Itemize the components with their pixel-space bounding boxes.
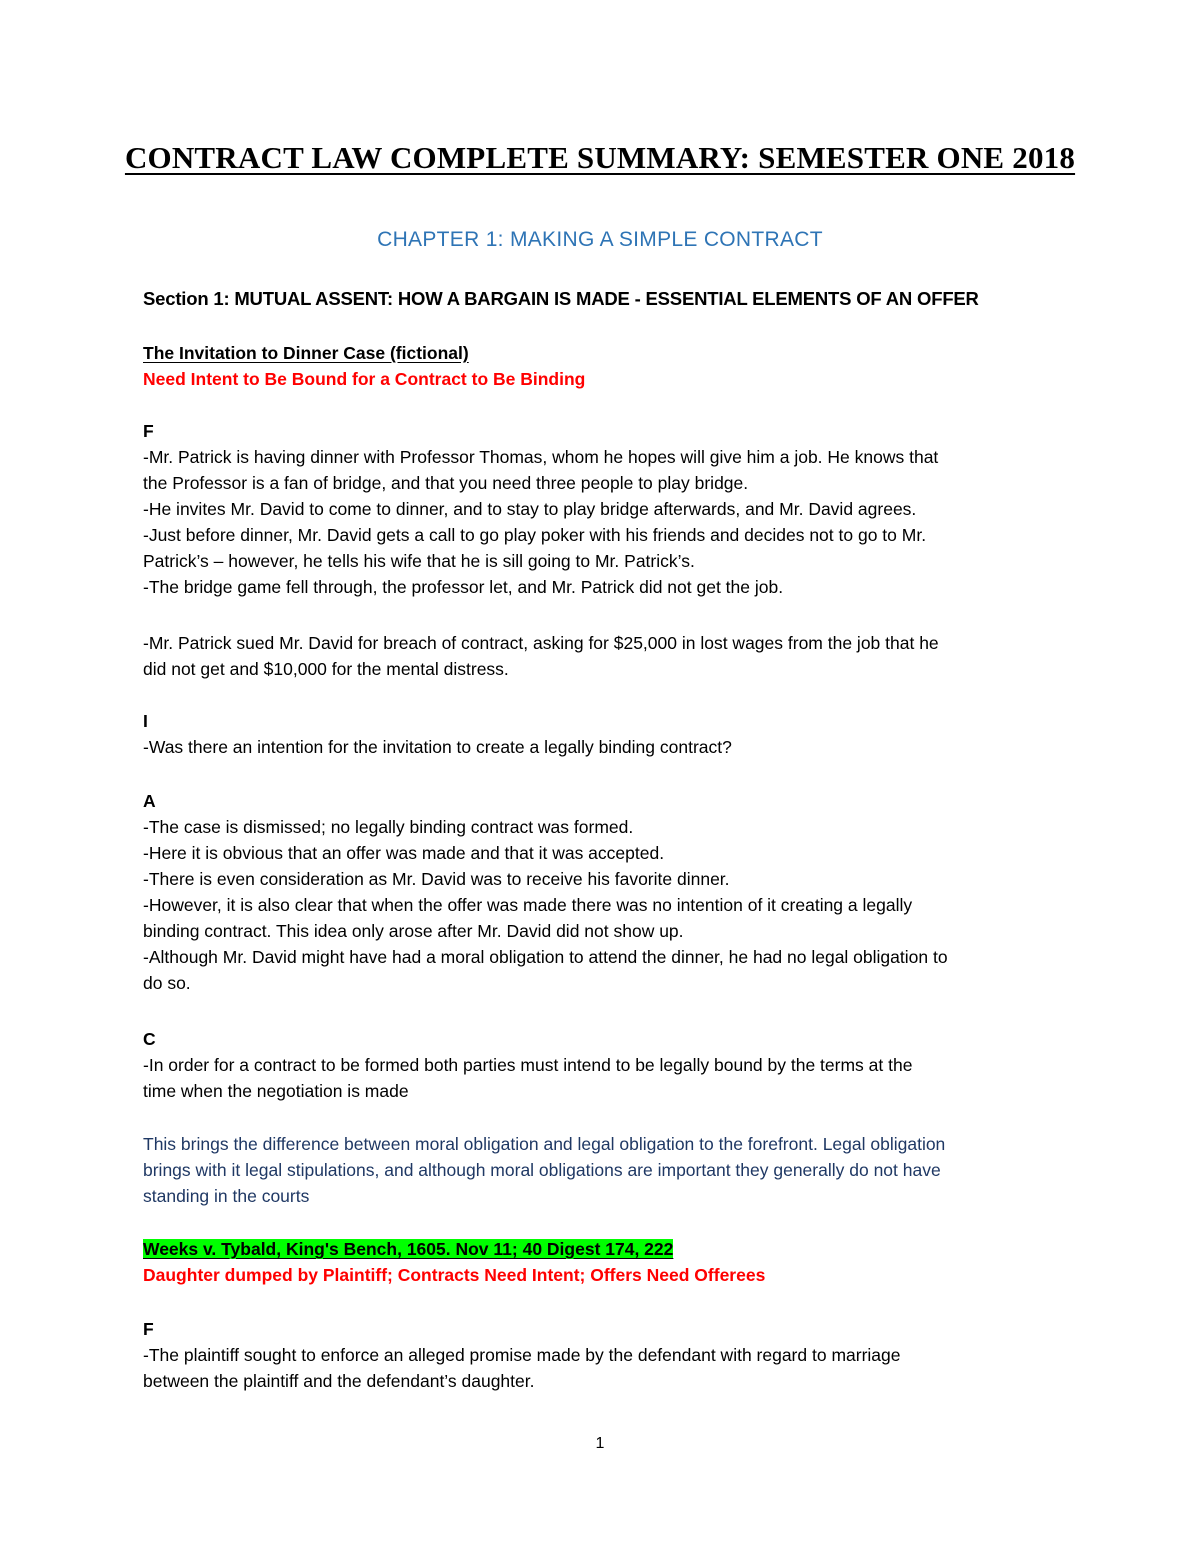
conclusion-line: -In order for a contract to be formed both parties must intend to be legally bound by the terms at the	[143, 1055, 913, 1075]
analysis-line: -The case is dismissed; no legally binding contract was formed.	[143, 817, 634, 837]
facts-line: did not get and $10,000 for the mental distress.	[143, 659, 509, 679]
analysis-line: do so.	[143, 973, 191, 993]
conclusion-label: C	[143, 1029, 156, 1049]
facts-line: -The bridge game fell through, the professor let, and Mr. Patrick did not get the job.	[143, 577, 784, 597]
facts-line: the Professor is a fan of bridge, and that you need three people to play bridge.	[143, 473, 749, 493]
document-title: CONTRACT LAW COMPLETE SUMMARY: SEMESTER ONE 2018	[124, 140, 1076, 175]
case1-analysis	[143, 788, 1073, 996]
note-line: This brings the difference between moral obligation and legal obligation to the forefront. Legal obligation	[143, 1134, 946, 1154]
analysis-line: -Although Mr. David might have had a moral obligation to attend the dinner, he had no legal obligation to	[143, 947, 948, 967]
chapter-heading: CHAPTER 1: MAKING A SIMPLE CONTRACT	[377, 228, 823, 251]
issue-label: I	[143, 711, 148, 731]
case2-header	[143, 1236, 1073, 1288]
analysis-line: -Here it is obvious that an offer was made and that it was accepted.	[143, 843, 665, 863]
facts-line: Patrick’s – however, he tells his wife that he is sill going to Mr. Patrick’s.	[143, 551, 695, 571]
case1-heading: The Invitation to Dinner Case (fictional)	[143, 343, 469, 363]
case1-header	[143, 340, 1073, 392]
case1-subheading: Need Intent to Be Bound for a Contract to Be Binding	[143, 369, 586, 389]
case1-facts-continued	[143, 630, 1073, 682]
issue-line: -Was there an intention for the invitation to create a legally binding contract?	[143, 737, 732, 757]
analysis-line: -However, it is also clear that when the offer was made there was no intention of it creating a legally	[143, 895, 913, 915]
analysis-line: binding contract. This idea only arose after Mr. David did not show up.	[143, 921, 684, 941]
note-line: standing in the courts	[143, 1186, 310, 1206]
facts-label: F	[143, 421, 154, 441]
conclusion-line: time when the negotiation is made	[143, 1081, 409, 1101]
section-heading: Section 1: MUTUAL ASSENT: HOW A BARGAIN IS MADE - ESSENTIAL ELEMENTS OF AN OFFER	[143, 288, 979, 309]
facts-line: -Mr. Patrick is having dinner with Professor Thomas, whom he hopes will give him a job. He knows that	[143, 447, 939, 467]
case1-issue	[143, 708, 1073, 760]
case1-conclusion	[143, 1026, 1073, 1104]
case2-facts	[143, 1316, 1073, 1394]
facts-line: between the plaintiff and the defendant’s daughter.	[143, 1371, 535, 1391]
note-line: brings with it legal stipulations, and although moral obligations are important they generally do not have	[143, 1160, 941, 1180]
case2-subheading: Daughter dumped by Plaintiff; Contracts Need Intent; Offers Need Offerees	[143, 1265, 766, 1285]
analysis-line: -There is even consideration as Mr. David was to receive his favorite dinner.	[143, 869, 730, 889]
analysis-label: A	[143, 791, 156, 811]
page-number: 1	[595, 1435, 605, 1452]
facts-label: F	[143, 1319, 154, 1339]
facts-line: -Just before dinner, Mr. David gets a call to go play poker with his friends and decides not to go to Mr.	[143, 525, 927, 545]
case1-facts	[143, 418, 1073, 600]
facts-line: -The plaintiff sought to enforce an alleged promise made by the defendant with regard to marriage	[143, 1345, 901, 1365]
case2-heading: Weeks v. Tybald, King's Bench, 1605. Nov 11; 40 Digest 174, 222	[143, 1239, 674, 1259]
facts-line: -Mr. Patrick sued Mr. David for breach of contract, asking for $25,000 in lost wages from the job that he	[143, 633, 939, 653]
facts-line: -He invites Mr. David to come to dinner, and to stay to play bridge afterwards, and Mr. David agrees.	[143, 499, 917, 519]
case1-note	[143, 1131, 1073, 1209]
